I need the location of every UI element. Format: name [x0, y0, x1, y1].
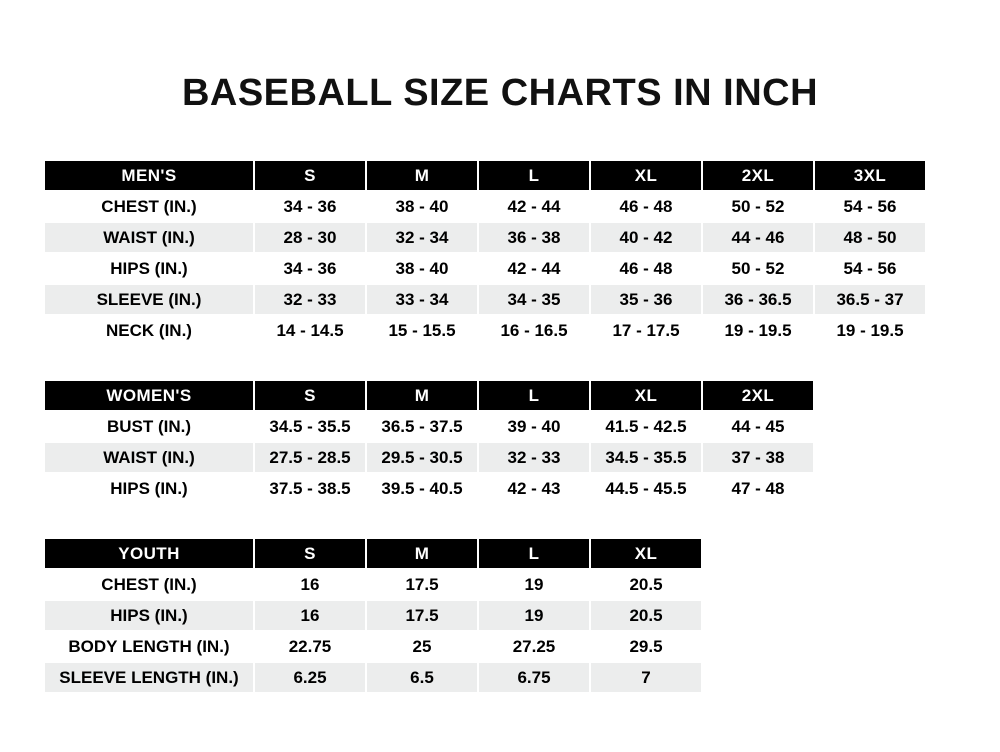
cell-value: 36 - 36.5 — [702, 284, 814, 315]
cell-value: 34.5 - 35.5 — [254, 411, 366, 442]
cell-value: 17.5 — [366, 569, 478, 600]
table-row — [44, 253, 926, 284]
table-row — [44, 473, 814, 504]
cell-value: 39 - 40 — [478, 411, 590, 442]
cell-value: 15 - 15.5 — [366, 315, 478, 346]
row-label: SLEEVE LENGTH (IN.) — [44, 662, 254, 693]
cell-value: 28 - 30 — [254, 222, 366, 253]
cell-value: 42 - 44 — [478, 191, 590, 222]
cell-value: 50 - 52 — [702, 191, 814, 222]
table-header-row — [44, 538, 702, 569]
row-label: WAIST (IN.) — [44, 222, 254, 253]
cell-value: 27.25 — [478, 631, 590, 662]
cell-value: 36.5 - 37.5 — [366, 411, 478, 442]
cell-value: 38 - 40 — [366, 253, 478, 284]
cell-value: 14 - 14.5 — [254, 315, 366, 346]
cell-value: 42 - 44 — [478, 253, 590, 284]
header-cell-3xl: 3XL — [814, 160, 926, 191]
cell-value: 34 - 36 — [254, 253, 366, 284]
cell-value: 32 - 33 — [478, 442, 590, 473]
youth-size-table — [43, 537, 703, 694]
row-label: BODY LENGTH (IN.) — [44, 631, 254, 662]
header-cell-measure: YOUTH — [44, 538, 254, 569]
cell-value: 19 - 19.5 — [702, 315, 814, 346]
cell-value: 27.5 - 28.5 — [254, 442, 366, 473]
cell-value: 44 - 45 — [702, 411, 814, 442]
header-cell-s: S — [254, 160, 366, 191]
cell-value: 22.75 — [254, 631, 366, 662]
cell-value: 36.5 - 37 — [814, 284, 926, 315]
row-label: NECK (IN.) — [44, 315, 254, 346]
header-cell-s: S — [254, 380, 366, 411]
header-cell-m: M — [366, 380, 478, 411]
row-label: CHEST (IN.) — [44, 191, 254, 222]
cell-value: 47 - 48 — [702, 473, 814, 504]
header-cell-xl: XL — [590, 160, 702, 191]
cell-value: 19 — [478, 569, 590, 600]
header-cell-xl: XL — [590, 538, 702, 569]
mens-size-table — [43, 159, 927, 347]
header-cell-measure: MEN'S — [44, 160, 254, 191]
table-row — [44, 411, 814, 442]
header-cell-measure: WOMEN'S — [44, 380, 254, 411]
cell-value: 32 - 34 — [366, 222, 478, 253]
cell-value: 6.25 — [254, 662, 366, 693]
cell-value: 16 — [254, 569, 366, 600]
row-label: CHEST (IN.) — [44, 569, 254, 600]
cell-value: 38 - 40 — [366, 191, 478, 222]
row-label: HIPS (IN.) — [44, 473, 254, 504]
table-row — [44, 222, 926, 253]
cell-value: 36 - 38 — [478, 222, 590, 253]
womens-size-table — [43, 379, 815, 505]
table-row — [44, 600, 702, 631]
table-row — [44, 442, 814, 473]
cell-value: 54 - 56 — [814, 191, 926, 222]
cell-value: 34 - 36 — [254, 191, 366, 222]
tables-container — [0, 159, 1000, 694]
header-cell-2xl: 2XL — [702, 160, 814, 191]
table-row — [44, 191, 926, 222]
cell-value: 19 - 19.5 — [814, 315, 926, 346]
page-title: BASEBALL SIZE CHARTS IN INCH — [181, 72, 819, 114]
cell-value: 34.5 - 35.5 — [590, 442, 702, 473]
header-cell-s: S — [254, 538, 366, 569]
row-label: HIPS (IN.) — [44, 600, 254, 631]
cell-value: 34 - 35 — [478, 284, 590, 315]
header-cell-2xl: 2XL — [702, 380, 814, 411]
cell-value: 16 — [254, 600, 366, 631]
cell-value: 37 - 38 — [702, 442, 814, 473]
cell-value: 19 — [478, 600, 590, 631]
header-cell-l: L — [478, 160, 590, 191]
cell-value: 46 - 48 — [590, 191, 702, 222]
header-cell-l: L — [478, 538, 590, 569]
cell-value: 25 — [366, 631, 478, 662]
cell-value: 44 - 46 — [702, 222, 814, 253]
cell-value: 41.5 - 42.5 — [590, 411, 702, 442]
cell-value: 16 - 16.5 — [478, 315, 590, 346]
table-row — [44, 315, 926, 346]
cell-value: 44.5 - 45.5 — [590, 473, 702, 504]
table-header-row — [44, 380, 814, 411]
cell-value: 33 - 34 — [366, 284, 478, 315]
header-cell-l: L — [478, 380, 590, 411]
cell-value: 6.75 — [478, 662, 590, 693]
cell-value: 20.5 — [590, 569, 702, 600]
header-cell-m: M — [366, 538, 478, 569]
cell-value: 46 - 48 — [590, 253, 702, 284]
row-label: WAIST (IN.) — [44, 442, 254, 473]
cell-value: 54 - 56 — [814, 253, 926, 284]
row-label: BUST (IN.) — [44, 411, 254, 442]
table-row — [44, 631, 702, 662]
cell-value: 7 — [590, 662, 702, 693]
table-row — [44, 284, 926, 315]
cell-value: 32 - 33 — [254, 284, 366, 315]
cell-value: 6.5 — [366, 662, 478, 693]
cell-value: 29.5 - 30.5 — [366, 442, 478, 473]
cell-value: 29.5 — [590, 631, 702, 662]
table-row — [44, 569, 702, 600]
cell-value: 37.5 - 38.5 — [254, 473, 366, 504]
row-label: SLEEVE (IN.) — [44, 284, 254, 315]
cell-value: 40 - 42 — [590, 222, 702, 253]
cell-value: 48 - 50 — [814, 222, 926, 253]
cell-value: 35 - 36 — [590, 284, 702, 315]
cell-value: 39.5 - 40.5 — [366, 473, 478, 504]
cell-value: 50 - 52 — [702, 253, 814, 284]
row-label: HIPS (IN.) — [44, 253, 254, 284]
cell-value: 20.5 — [590, 600, 702, 631]
header-cell-xl: XL — [590, 380, 702, 411]
header-cell-m: M — [366, 160, 478, 191]
table-header-row — [44, 160, 926, 191]
cell-value: 17 - 17.5 — [590, 315, 702, 346]
cell-value: 42 - 43 — [478, 473, 590, 504]
cell-value: 17.5 — [366, 600, 478, 631]
table-row — [44, 662, 702, 693]
